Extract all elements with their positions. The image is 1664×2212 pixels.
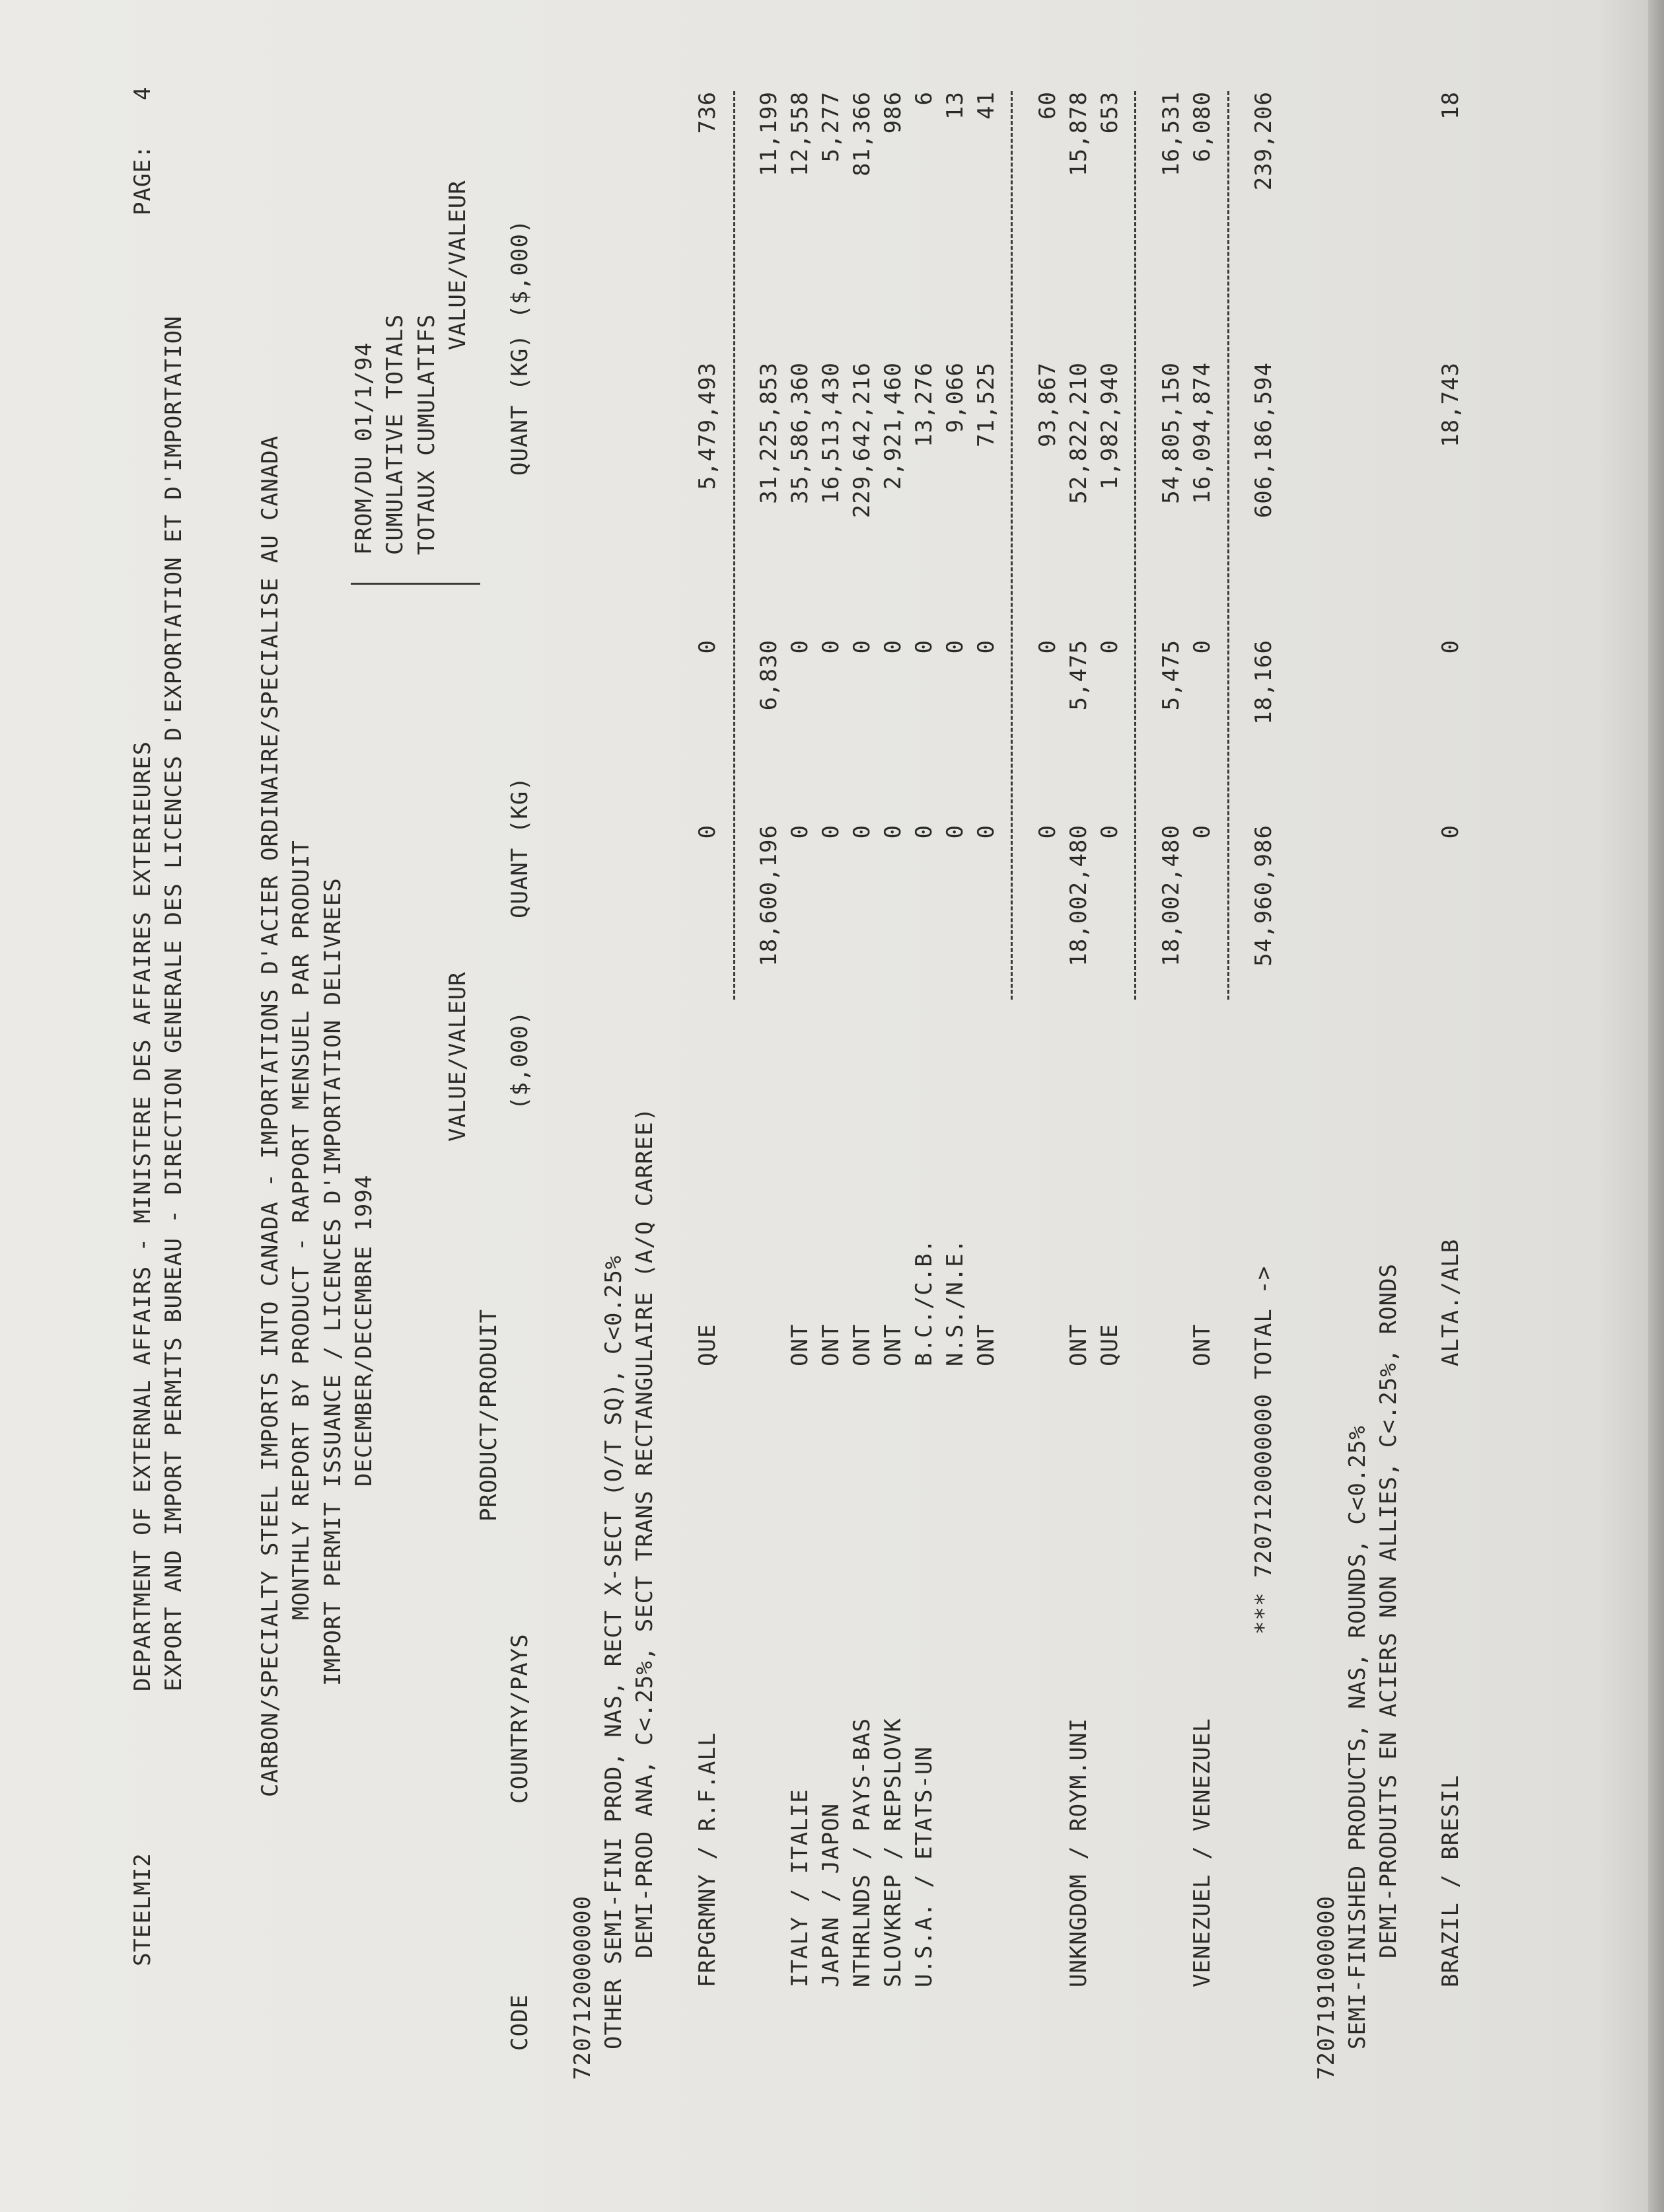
total-month-qty: 54,960,986 bbox=[1250, 825, 1277, 967]
row-cum-qty: 229,642,216 bbox=[849, 362, 875, 519]
row-month-val: 6,830 bbox=[756, 640, 782, 711]
col-country: COUNTRY/PAYS bbox=[507, 1633, 533, 1804]
row-cum-val: 16,531 bbox=[1158, 91, 1184, 176]
col-value-cumulative: VALUE/VALEUR bbox=[445, 180, 471, 350]
row-province: ONT bbox=[1066, 1323, 1092, 1366]
row-province: QUE bbox=[1097, 1323, 1123, 1366]
scan-edge-shadow bbox=[1648, 0, 1664, 2212]
row-month-qty: 18,002,480 bbox=[1066, 825, 1092, 967]
row-cum-qty: 93,867 bbox=[1034, 362, 1061, 447]
row-cum-val: 6 bbox=[911, 91, 937, 106]
row-province: ONT bbox=[849, 1323, 875, 1366]
row-month-qty: 0 bbox=[1189, 825, 1215, 839]
row-cum-val: 18 bbox=[1437, 91, 1464, 120]
row-month-qty: 0 bbox=[694, 825, 721, 839]
row-month-val: 0 bbox=[1189, 640, 1215, 654]
row-cum-val: 5,277 bbox=[818, 91, 844, 163]
col-value-month-units: ($,000) bbox=[507, 1010, 533, 1110]
row-month-qty: 0 bbox=[849, 825, 875, 839]
row-cum-qty: 13,276 bbox=[911, 362, 937, 447]
row-country: U.S.A. / ETATS-UN bbox=[911, 1746, 937, 1987]
row-cum-qty: 9,066 bbox=[942, 362, 968, 433]
row-month-qty: 0 bbox=[973, 825, 999, 839]
section-desc-en: SEMI-FINISHED PRODUCTS, NAS, ROUNDS, C<0.25% bbox=[1344, 1425, 1371, 2049]
row-month-val: 0 bbox=[880, 640, 906, 654]
row-country: NTHRLNDS / PAYS-BAS bbox=[849, 1718, 875, 1987]
row-cum-qty: 5,479,493 bbox=[694, 362, 721, 490]
col-value-month: VALUE/VALEUR bbox=[445, 971, 471, 1142]
row-cum-val: 986 bbox=[880, 91, 906, 134]
col-product: PRODUCT/PRODUIT bbox=[476, 1308, 502, 1522]
section-desc-en: OTHER SEMI-FINI PROD, NAS, RECT X-SECT (O/T SQ), C<0.25% bbox=[600, 1255, 627, 2049]
row-month-qty: 0 bbox=[787, 825, 813, 839]
row-country: BRAZIL / BRESIL bbox=[1437, 1774, 1464, 1987]
total-month-val: 18,166 bbox=[1250, 640, 1277, 725]
row-month-val: 0 bbox=[911, 640, 937, 654]
row-country: JAPAN / JAPON bbox=[818, 1802, 844, 1987]
bureau-line: EXPORT AND IMPORT PERMITS BUREAU - DIRECTION GENERALE DES LICENCES D'EXPORTATION ET D'IMPORTATION bbox=[161, 315, 187, 1691]
section-code: 7207191000000 bbox=[1313, 1895, 1340, 2080]
row-cum-qty: 16,513,430 bbox=[818, 362, 844, 504]
row-province: ONT bbox=[818, 1323, 844, 1366]
row-cum-qty: 71,525 bbox=[973, 362, 999, 447]
row-country: VENEZUEL / VENEZUEL bbox=[1189, 1718, 1215, 1987]
row-province: B.C./C.B. bbox=[911, 1238, 937, 1366]
report-subtitle: MONTHLY REPORT BY PRODUCT - RAPPORT MENSUEL PAR PRODUIT bbox=[288, 840, 314, 1620]
row-month-val: 0 bbox=[787, 640, 813, 654]
row-province: QUE bbox=[694, 1323, 721, 1366]
row-country: FRPGRMNY / R.F.ALL bbox=[694, 1732, 721, 1987]
row-cum-val: 736 bbox=[694, 91, 721, 134]
row-province: ONT bbox=[787, 1323, 813, 1366]
row-month-val: 0 bbox=[849, 640, 875, 654]
col-code: CODE bbox=[507, 1994, 533, 2051]
row-cum-val: 81,366 bbox=[849, 91, 875, 176]
row-cum-qty: 54,805,150 bbox=[1158, 362, 1184, 504]
row-month-qty: 18,600,196 bbox=[756, 825, 782, 967]
row-cum-qty: 18,743 bbox=[1437, 362, 1464, 447]
row-cum-qty: 2,921,460 bbox=[880, 362, 906, 490]
row-month-qty: 0 bbox=[1034, 825, 1061, 839]
row-month-val: 0 bbox=[818, 640, 844, 654]
row-province: ALTA./ALB bbox=[1437, 1238, 1464, 1366]
row-month-qty: 0 bbox=[880, 825, 906, 839]
col-value-cumulative-units: ($,000) bbox=[507, 219, 533, 318]
row-country: UNKNGDOM / ROYM.UNI bbox=[1066, 1718, 1092, 1987]
row-month-val: 0 bbox=[694, 640, 721, 654]
row-month-qty: 0 bbox=[1437, 825, 1464, 839]
total-cum-qty: 606,186,594 bbox=[1250, 362, 1277, 519]
period-divider bbox=[351, 583, 480, 585]
report-title: CARBON/SPECIALTY STEEL IMPORTS INTO CANADA - IMPORTATIONS D'ACIER ORDINAIRE/SPECIALISE AU CANADA bbox=[257, 435, 283, 1797]
row-month-qty: 0 bbox=[911, 825, 937, 839]
row-month-val: 5,475 bbox=[1158, 640, 1184, 711]
row-month-qty: 0 bbox=[942, 825, 968, 839]
row-month-qty: 0 bbox=[818, 825, 844, 839]
row-province: N.S./N.E. bbox=[942, 1238, 968, 1366]
row-cum-qty: 1,982,940 bbox=[1097, 362, 1123, 490]
report-id: STEELMI2 bbox=[129, 1853, 156, 1966]
row-cum-val: 12,558 bbox=[787, 91, 813, 176]
row-month-val: 0 bbox=[1437, 640, 1464, 654]
row-month-val: 0 bbox=[973, 640, 999, 654]
page-label: PAGE: bbox=[129, 144, 156, 215]
row-month-val: 5,475 bbox=[1066, 640, 1092, 711]
section-desc-fr: DEMI-PROD ANA, C<.25%, SECT TRANS RECTANGULAIRE (A/Q CARREE) bbox=[632, 1107, 658, 1958]
row-province: ONT bbox=[1189, 1323, 1215, 1366]
row-cum-val: 15,878 bbox=[1066, 91, 1092, 176]
row-month-qty: 0 bbox=[1097, 825, 1123, 839]
col-quant-cumulative: QUANT (KG) bbox=[507, 334, 533, 476]
subtotal-rule bbox=[1134, 91, 1136, 1000]
row-cum-qty: 31,225,853 bbox=[756, 362, 782, 504]
row-month-qty: 18,002,480 bbox=[1158, 825, 1184, 967]
total-label: *** 7207120000000 TOTAL -> bbox=[1250, 1265, 1277, 1635]
report-issuance: IMPORT PERMIT ISSUANCE / LICENCES D'IMPORTATION DELIVREES bbox=[320, 877, 346, 1686]
row-cum-val: 60 bbox=[1034, 91, 1061, 120]
row-country: ITALY / ITALIE bbox=[787, 1788, 813, 1987]
row-province: ONT bbox=[880, 1323, 906, 1366]
row-month-val: 0 bbox=[1034, 640, 1061, 654]
row-country: SLOVKREP / REPSLOVK bbox=[880, 1718, 906, 1987]
page-number: 4 bbox=[129, 86, 156, 100]
subtotal-rule bbox=[1011, 91, 1013, 1000]
row-month-val: 0 bbox=[942, 640, 968, 654]
row-cum-val: 13 bbox=[942, 91, 968, 120]
row-cum-qty: 35,586,360 bbox=[787, 362, 813, 504]
department-line: DEPARTMENT OF EXTERNAL AFFAIRS - MINISTERE DES AFFAIRES EXTERIEURES bbox=[129, 741, 156, 1691]
col-quant-month: QUANT (KG) bbox=[507, 776, 533, 918]
row-month-val: 0 bbox=[1097, 640, 1123, 654]
cumulative-totals-en: CUMULATIVE TOTALS bbox=[382, 314, 408, 555]
row-province: ONT bbox=[973, 1323, 999, 1366]
section-code: 7207120000000 bbox=[569, 1895, 596, 2080]
row-cum-val: 6,080 bbox=[1189, 91, 1215, 163]
row-cum-val: 11,199 bbox=[756, 91, 782, 176]
report-period: DECEMBER/DECEMBRE 1994 bbox=[351, 1174, 377, 1487]
total-rule bbox=[1227, 91, 1229, 1000]
row-cum-qty: 52,822,210 bbox=[1066, 362, 1092, 504]
cumulative-totals-fr: TOTAUX CUMULATIFS bbox=[414, 314, 440, 555]
from-date: FROM/DU 01/1/94 bbox=[351, 342, 377, 555]
subtotal-rule bbox=[733, 91, 735, 1000]
row-cum-qty: 16,094,874 bbox=[1189, 362, 1215, 504]
section-desc-fr: DEMI-PRODUITS EN ACIERS NON ALLIES, C<.25%, RONDS bbox=[1375, 1263, 1402, 1958]
total-cum-val: 239,206 bbox=[1250, 91, 1277, 191]
row-cum-val: 41 bbox=[973, 91, 999, 120]
row-cum-val: 653 bbox=[1097, 91, 1123, 134]
